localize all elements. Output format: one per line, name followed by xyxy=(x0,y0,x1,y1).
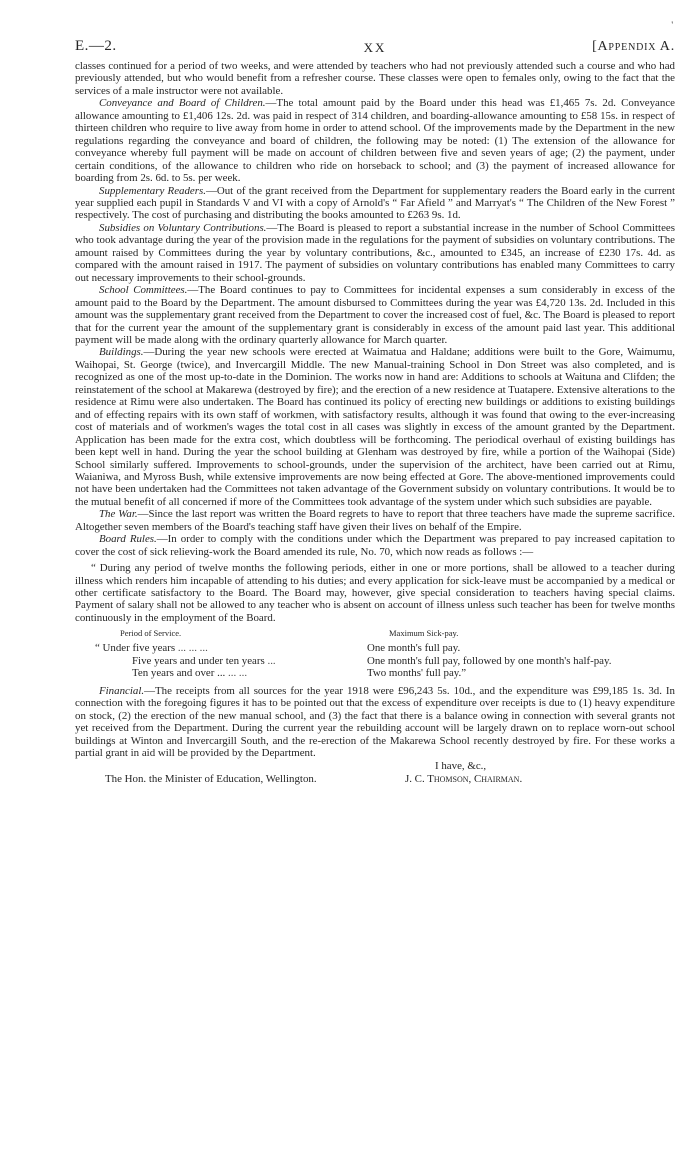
header-mark: ' xyxy=(671,20,673,30)
document-page xyxy=(75,20,676,785)
rule-70-quote: “ During any period of twelve months the following periods, either in one or more portions, shall be allowed to a teacher during illness which renders him incapable of attending to his duties; and every application for sick-leave must be accompanied by a medical or other certificate satisfactory to the Board. The Board may, however, give special consideration to teachers having special claims. Payment of salary shall not be allowed to any teacher who is absent on account of illness unless such teacher has been for twelve months continuously in the employment of the Board. xyxy=(75,562,675,624)
table-row xyxy=(75,667,675,680)
table-row xyxy=(75,642,675,655)
paragraph-supplementary-readers: Supplementary Readers.—Out of the grant received from the Department for supplementary readers the Board early in the current year supplied each pupil in Standards V and VI with a copy of Arnold's “ Far Afield ” and Marryat's “ The Children of the New Forest ” respectively. The cost of purchasing and distributing the books amounted to £263 9s. 1d. xyxy=(75,184,675,222)
page-header xyxy=(75,20,675,58)
closing-line: I have, &c., xyxy=(435,760,487,773)
sick-pay-table xyxy=(75,627,675,679)
pay-cell: One month's full pay, followed by one month's half-pay. xyxy=(367,654,612,667)
section-heading: Subsidies on Voluntary Contributions. xyxy=(99,221,267,234)
period-cell: Five years and under ten years xyxy=(132,654,265,667)
paragraph-subsidies: Subsidies on Voluntary Contributions.—The Board is pleased to report a substantial increase in the number of School Committees who took advantage during the year of the provision made in the regulations for the payment of subsidies on voluntary contributions. The amount raised by Committees during the year by voluntary contributions, &c., amounted to £345, an increase of £230 17s. 4d. as compared with the amount raised in 1917. The payment of subsidies on voluntary contributions has enabled many Committees to carry out necessary improvements to their school-grounds. xyxy=(75,221,675,284)
section-heading: The War. xyxy=(99,508,138,521)
paragraph-board-rules: Board Rules.—In order to comply with the conditions under which the Department was prepared to pay increased capitation to cover the cost of sick relieving-work the Board amended its rule, No. 70, which now reads as follows :— xyxy=(75,533,676,558)
report-code: E.—2. xyxy=(75,38,117,54)
section-heading: Financial. xyxy=(99,684,145,697)
page-number: XX xyxy=(363,40,387,55)
paragraph-the-war: The War.—Since the last report was written the Board regrets to have to report that three teachers have made the supreme sacrifice. Altogether seven members of the Board's teaching staff have given their lives on behalf of the Empire. xyxy=(75,508,675,533)
report-body xyxy=(75,60,675,785)
paragraph-conveyance: Conveyance and Board of Children.—The total amount paid by the Board under this head was £1,465 7s. 2d. Conveyance allowance amounting to £1,406 12s. 2d. was paid in respect of 314 children, and boarding-allowance amounting to £58 15s. in respect of thirteen children who require to live away from home in order to attend school. Of the improvements made by the Department in the new regulations regarding the conveyance and board of children, the following may be noted: (1) The extension of the allowance for conveyance whereby full payment will be made on account of children between five and seven years of age; (2) the payment, under certain conditions, of the allowance to children who ride on horseback to school; and (3) the payment of increased allowance for boarding from 2s. 6d. to 5s. per week. xyxy=(75,97,675,185)
column-header-pay: Maximum Sick-pay. xyxy=(389,628,459,639)
section-heading: Conveyance and Board of Children. xyxy=(99,97,266,110)
leader-dots: ... ... xyxy=(225,667,248,680)
table-row xyxy=(75,655,675,668)
leader-dots: ... ... ... xyxy=(175,641,208,654)
pay-cell: Two months' full pay.” xyxy=(367,667,467,680)
signoff xyxy=(75,760,675,785)
section-heading: Buildings. xyxy=(99,346,144,359)
paragraph-buildings: Buildings.—During the year new schools were erected at Waimatua and Haldane; additions were built to the Gore, Waimumu, Waihopai, St. George (twice), and Invercargill Middle. The new Manual-training School in Don Street was also completed, and is recognized as one of the most up-to-date in the Dominion. The works now in hand are: Additions to schools at Waituna and Clifden; the reinstatement of the school at Makarewa (destroyed by fire); and the erection of a new residence at Tuatapere. Extensive alterations to the residence at Rimu were also undertaken. The Board has continued its policy of erecting new buildings or additions to existing buildings and of effecting repairs with its own staff of workmen, with satisfactory results, although it was found that owing to the ever-increasing cost of materials and of workmen's wages the total cost in all cases was slightly in excess of the amount granted by the Department. Application has been made for the extra cost, which doubtless will be forthcoming. The periodical overhaul of existing buildings has been kept well in hand. During the year the school building at Glenham was destroyed by fire, while a portion of the Waihopai (Side) School similarly suffered. Improvements to school-grounds, under the supervision of the architect, have been carried out at Rimu, Waianiwa, and Myross Bush, while extensive improvements are now being effected at Gore. The above-mentioned improvements could not have been undertaken had the Committees not taken advantage of the Government subsidy on voluntary contributions. It would be to the mutual benefit of all concerned if more of the Committees took advantage of the system under which such subsidies are payable. xyxy=(75,346,675,508)
paragraph-financial: Financial.—The receipts from all sources for the year 1918 were £96,243 5s. 10d., and the expenditure was £99,185 1s. 3d. In connection with the foregoing figures it has to be pointed out that the excess of expenditure over receipts is due to (1) heavy expenditure on stock, (2) the erection of the new manual school, and (3) the fact that there is a balance owing in connection with several grants not yet received from the Department. During the current year the rebuilding account will be largely drawn on to replace worn-out school buildings at Winton and Invercargill South, and the re-erection of the Makarewa School recently destroyed by fire. For these works a partial grant in aid will be provided by the Department. xyxy=(75,684,675,760)
paragraph-training-classes: classes continued for a period of two weeks, and were attended by teachers who had not previously attended such a course and who had previously attended, but who would benefit from a refresher course. These classes were open to females only, owing to the fact that the services of a male instructor were not available. xyxy=(75,60,675,97)
period-cell: Ten years and over ... xyxy=(132,667,226,680)
paragraph-school-committees: School Committees.—The Board continues to pay to Committees for incidental expenses a sum considerably in excess of the amount paid to the Board by the Department. The amount disbursed to Committees during the year was £4,720 13s. 2d. Included in this amount was the supplementary grant received from the Department to cover the increased cost of fuel, &c. The Board is pleased to report that for the current year the amount of the supplementary grant is considerably in excess of the amount paid last year. This additional payment will be made along with the ordinary quarterly allowance for March quarter. xyxy=(75,284,675,346)
section-heading: Supplementary Readers. xyxy=(99,184,206,197)
addressee: The Hon. the Minister of Education, Wellington. xyxy=(105,772,317,785)
period-cell: “ Under five years xyxy=(95,641,176,654)
sick-pay-table-header xyxy=(75,627,675,640)
section-heading: School Committees. xyxy=(99,284,188,297)
pay-cell: One month's full pay. xyxy=(367,641,461,654)
signatory: J. C. Thomson, Chairman. xyxy=(405,772,523,785)
appendix-label: [Appendix A. xyxy=(592,39,675,54)
leader-dots: ... xyxy=(264,654,276,667)
column-header-period: Period of Service. xyxy=(120,628,182,639)
section-heading: Board Rules. xyxy=(99,533,157,546)
